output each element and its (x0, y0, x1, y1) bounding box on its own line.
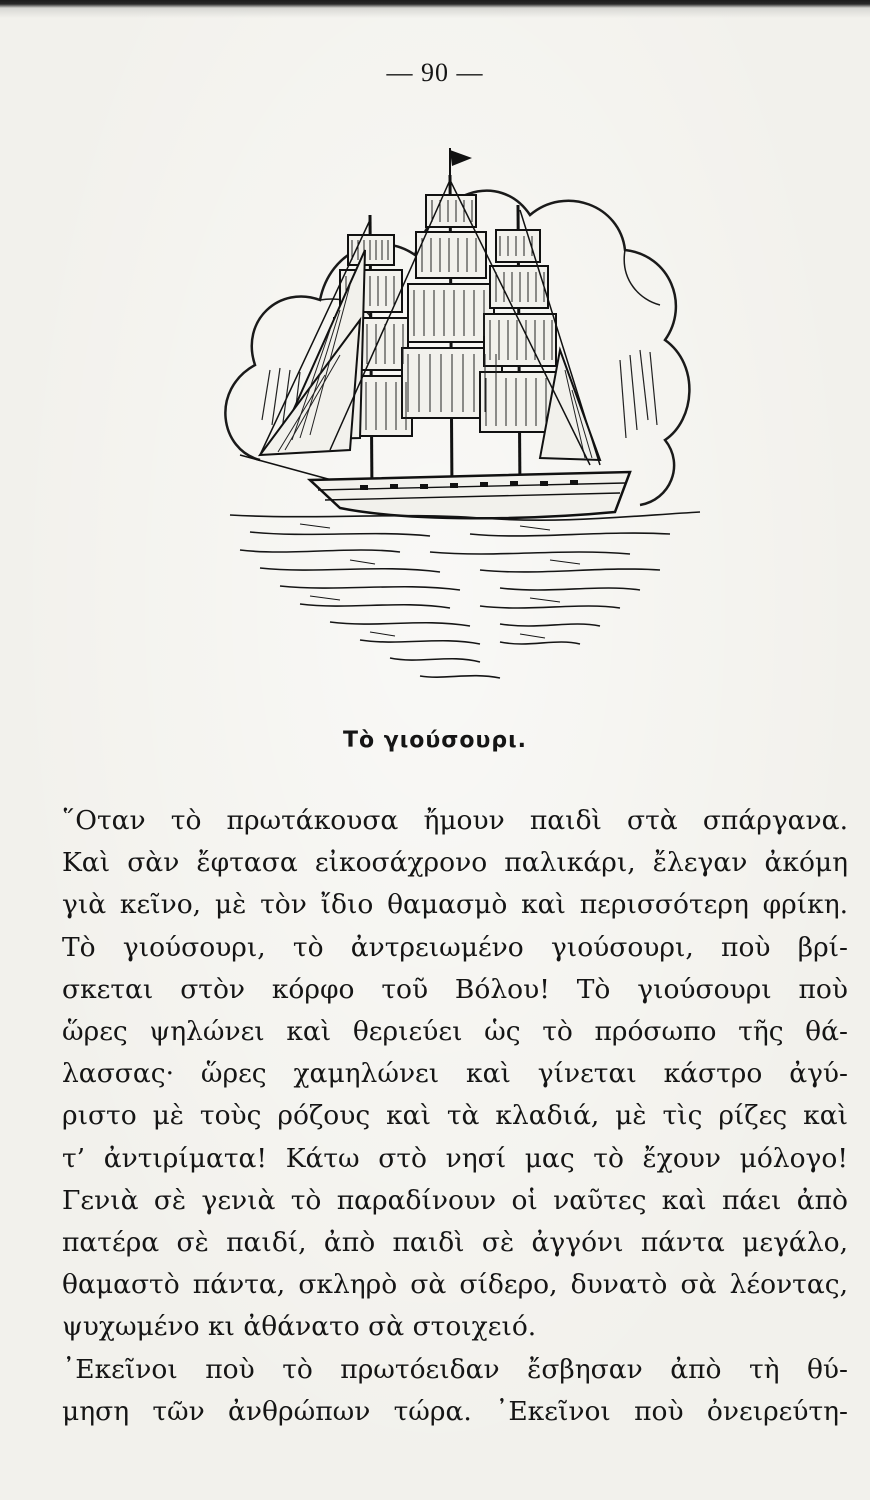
text-line: γιὰ κεῖνο, μὲ τὸν ἴδιο θαμασμὸ καὶ περισσότερη φρίκη. (62, 889, 848, 921)
figure-caption: Τὸ γιούσουρι. (342, 728, 528, 753)
text-line: Τὸ γιούσουρι, τὸ ἀντρειωμένο γιούσουρι, ποὺ βρί- (62, 931, 848, 963)
text-line: θαμαστὸ πάντα, σκληρὸ σὰ σίδερο, δυνατὸ σὰ λέοντας, (62, 1269, 848, 1301)
body-text (62, 800, 848, 1433)
text-line: ῞Οταν τὸ πρωτάκουσα ἤμουν παιδὶ στὰ σπάργανα. (62, 805, 848, 836)
text-line: πατέρα σὲ παιδί, ἀπὸ παιδὶ σὲ ἀγγόνι πάντα μεγάλο, (62, 1227, 848, 1259)
text-line: σκεται στὸν κόρφο τοῦ Βόλου! Τὸ γιούσουρι ποὺ (62, 973, 848, 1005)
text-line: μηση τῶν ἀνθρώπων τώρα. ᾿Εκεῖνοι ποὺ ὀνειρεύτη- (62, 1395, 848, 1427)
text-line: λασσας· ὥρες χαμηλώνει καὶ γίνεται κάστρο ἀγύ- (62, 1058, 848, 1090)
scan-edge (0, 0, 870, 18)
text-line: ψυχωμένο κι ἀθάνατο σὰ στοιχειό. (62, 1311, 537, 1343)
text-line: τ’ ἀντιρίματα! Κάτω στὸ νησί μας τὸ ἔχουν μόλογο! (62, 1142, 848, 1174)
text-line: ριστο μὲ τοὺς ρόζους καὶ τὰ κλαδιά, μὲ τὶς ρίζες καὶ (62, 1100, 848, 1132)
text-line: ὥρες ψηλώνει καὶ θεριεύει ὡς τὸ πρόσωπο τῆς θά- (62, 1016, 848, 1048)
page-number: — 90 — (386, 58, 484, 87)
text-line: ᾿Εκεῖνοι ποὺ τὸ πρωτόειδαν ἔσβησαν ἀπὸ τὴ θύ- (62, 1353, 848, 1385)
sailing-ship-illustration (200, 120, 720, 700)
text-line: Γενιὰ σὲ γενιὰ τὸ παραδίνουν οἱ ναῦτες καὶ πάει ἀπὸ (62, 1184, 848, 1216)
text-line: Καὶ σὰν ἔφτασα εἰκοσάχρονο παλικάρι, ἔλεγαν ἀκόμη (62, 847, 848, 879)
